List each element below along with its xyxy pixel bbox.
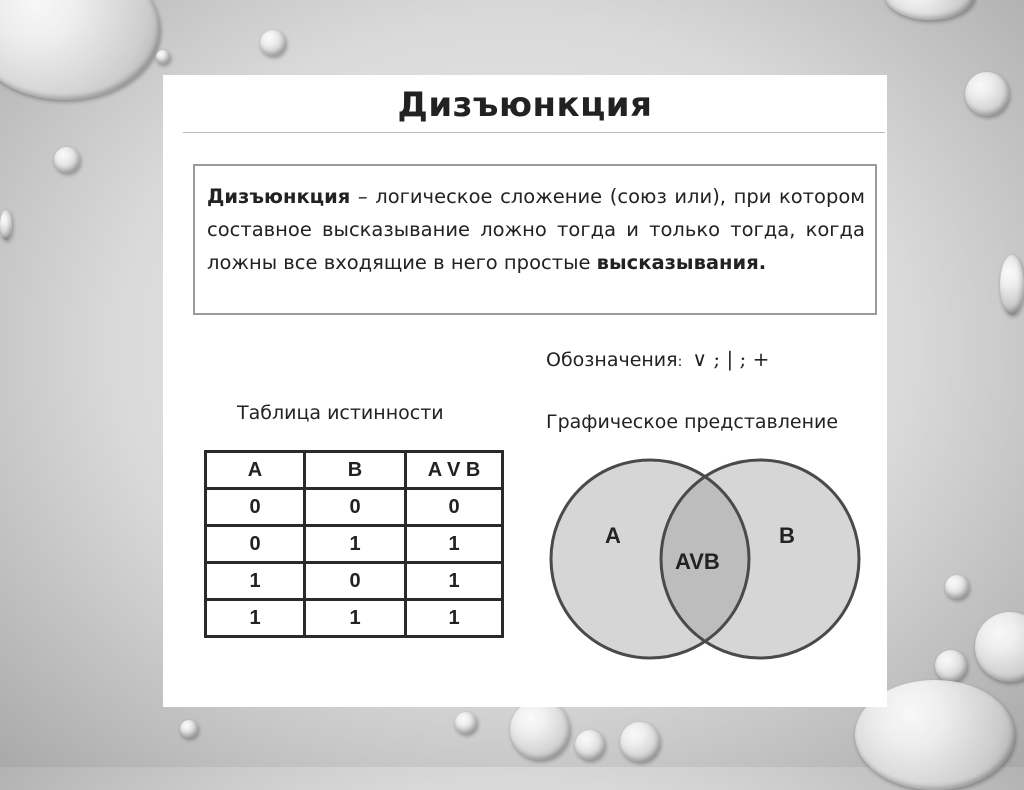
definition-box — [193, 164, 877, 315]
water-drop — [575, 730, 605, 760]
water-drop — [935, 650, 967, 682]
water-drop — [1000, 255, 1024, 315]
water-drop — [965, 72, 1009, 116]
truth-table-header: A — [206, 452, 305, 489]
truth-table-cell: 0 — [206, 489, 305, 526]
graphic-representation-label: Графическое представление — [546, 411, 839, 433]
truth-table-cell: 1 — [206, 600, 305, 637]
water-drop — [0, 0, 160, 100]
water-drop — [180, 720, 198, 738]
water-drop — [455, 712, 477, 734]
truth-table-cell: 0 — [406, 489, 503, 526]
water-drop — [945, 575, 969, 599]
notation-symbols: ∨ ; | ; + — [692, 347, 770, 371]
venn-diagram — [547, 451, 867, 669]
water-drop — [0, 210, 12, 240]
truth-table-cell: 1 — [406, 600, 503, 637]
title-divider — [183, 132, 885, 133]
truth-table-header: A V B — [406, 452, 503, 489]
truth-table-row — [206, 563, 503, 600]
truth-table-cell: 1 — [406, 563, 503, 600]
truth-table-cell: 1 — [305, 526, 406, 563]
water-drop — [156, 50, 170, 64]
definition-text-end: высказывания. — [596, 251, 767, 274]
truth-table-row — [206, 600, 503, 637]
truth-table-cell: 0 — [305, 563, 406, 600]
water-drop — [975, 612, 1024, 682]
truth-table-label: Таблица истинности — [237, 402, 444, 424]
definition-text: – логическое сложение (союз или), при котором составное высказывание ложно тогда и только тогда, когда ложны все входящие в него простые — [207, 185, 865, 274]
notation-line — [546, 347, 769, 371]
truth-table-cell: 0 — [305, 489, 406, 526]
truth-table-cell: 0 — [206, 526, 305, 563]
venn-label-intersection: AVB — [675, 549, 720, 574]
truth-table-row — [206, 489, 503, 526]
definition-term: Дизъюнкция — [207, 185, 351, 208]
truth-table-row — [206, 526, 503, 563]
water-drop — [885, 0, 975, 20]
truth-table-header: B — [305, 452, 406, 489]
venn-label-b: B — [779, 523, 795, 548]
water-drop — [620, 722, 660, 762]
venn-label-a: A — [605, 523, 621, 548]
slide-title: Дизъюнкция — [397, 85, 653, 125]
truth-table-cell: 1 — [406, 526, 503, 563]
truth-table-cell: 1 — [305, 600, 406, 637]
slide-content — [163, 75, 887, 707]
truth-table — [204, 450, 504, 638]
water-drop — [260, 30, 286, 56]
notation-colon: : — [677, 354, 683, 370]
notation-label: Обозначения — [546, 349, 678, 371]
truth-table-header-row — [206, 452, 503, 489]
truth-table-cell: 1 — [206, 563, 305, 600]
water-drop — [54, 147, 80, 173]
water-drop — [510, 700, 570, 760]
